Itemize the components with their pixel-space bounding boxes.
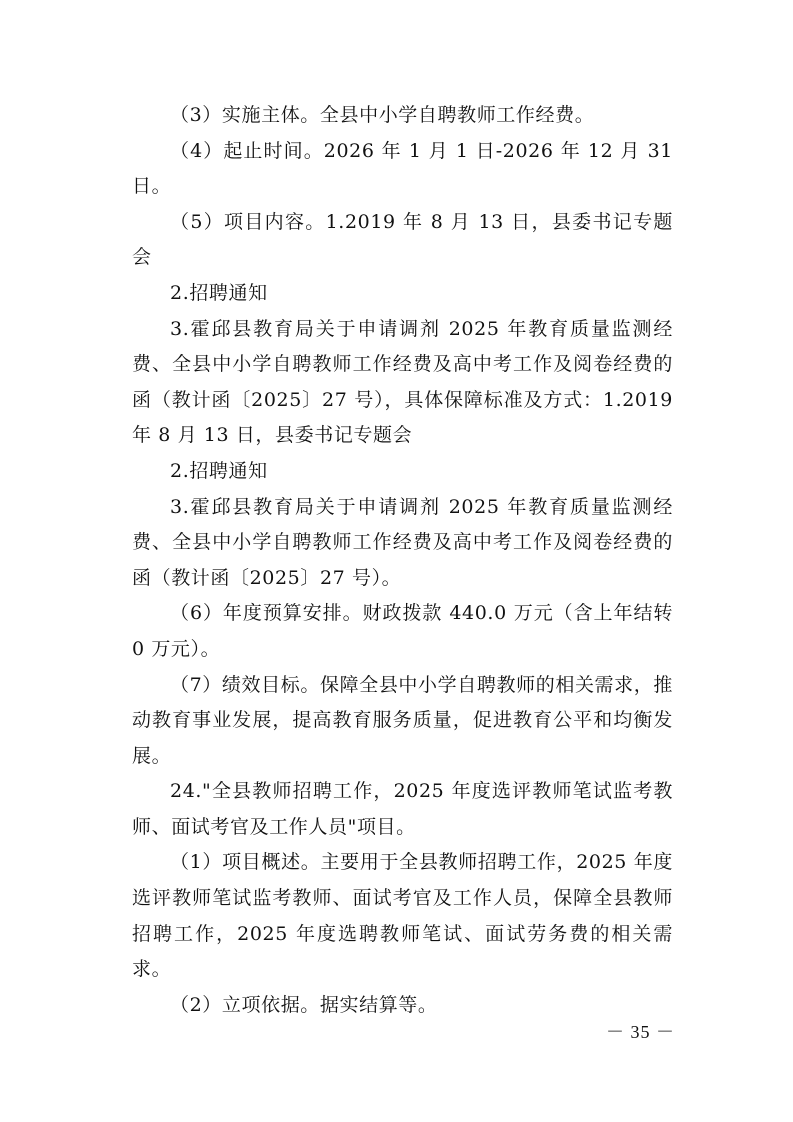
paragraph-recruitment-notice-1: 2.招聘通知	[170, 281, 268, 304]
page-number: － 35 －	[606, 1022, 675, 1042]
paragraph-time-period: （4）起止时间。2026 年 1 月 1 日-2026 年 12 月 31 日。	[132, 139, 673, 198]
paragraph-performance-goal: （7）绩效目标。保障全县中小学自聘教师的相关需求，推动教育事业发展，提高教育服务质量，促进教育公平和均衡发展。	[132, 673, 673, 767]
paragraph-project-content: （5）项目内容。1.2019 年 8 月 13 日，县委书记专题会	[132, 210, 673, 269]
paragraph-implementing-entity: （3）实施主体。全县中小学自聘教师工作经费。	[170, 104, 595, 126]
paragraph-education-bureau-letter-1: 3.霍邱县教育局关于申请调剂 2025 年教育质量监测经费、全县中小学自聘教师工作经费及高中考工作及阅卷经费的函（教计函〔2025〕27 号），具体保障标准及方式：1.2019 年 8 月 13 日，县委书记专题会	[132, 317, 673, 447]
paragraph-recruitment-notice-2: 2.招聘通知	[170, 459, 268, 482]
paragraph-project-overview: （1）项目概述。主要用于全县教师招聘工作，2025 年度选评教师笔试监考教师、面试考官及工作人员，保障全县教师招聘工作，2025 年度选聘教师笔试、面试劳务费的相关需求。	[132, 851, 673, 981]
paragraph-project-basis: （2）立项依据。据实结算等。	[170, 993, 438, 1016]
paragraph-education-bureau-letter-2: 3.霍邱县教育局关于申请调剂 2025 年教育质量监测经费、全县中小学自聘教师工作经费及高中考工作及阅卷经费的函（教计函〔2025〕27 号）。	[132, 495, 673, 589]
document-body	[132, 98, 673, 1023]
paragraph-project-24-title: 24."全县教师招聘工作，2025 年度选评教师笔试监考教师、面试考官及工作人员"项目。	[132, 780, 673, 838]
paragraph-annual-budget: （6）年度预算安排。财政拨款 440.0 万元（含上年结转 0 万元）。	[132, 602, 673, 660]
